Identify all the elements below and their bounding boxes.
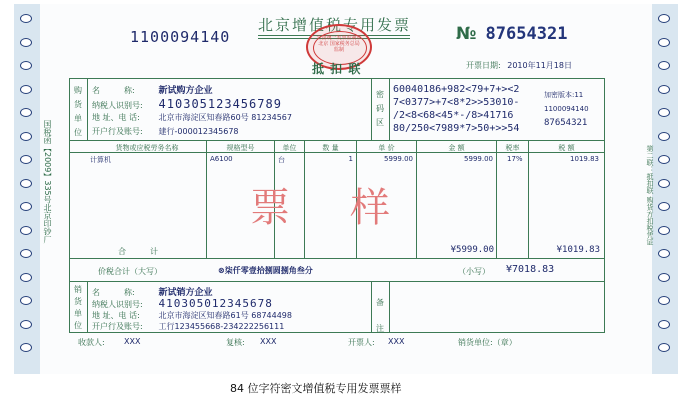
drawer-label: 开票人: — [348, 338, 375, 347]
seller-address-label: 地 址、电 话: — [92, 311, 140, 320]
header-unit: 单位 — [282, 144, 297, 152]
frame-bottom — [69, 332, 605, 333]
buyer-taxid: 410305123456789 — [158, 97, 282, 111]
perforation-hole — [20, 202, 32, 211]
frame-right — [604, 78, 605, 333]
footer-row — [78, 337, 598, 349]
perforation-hole — [20, 249, 32, 258]
buyer-bank-label: 开户行及账号: — [92, 127, 143, 136]
cipher-line: 60040186+982<79+7+><2 — [393, 84, 520, 95]
total-uppercase: ⊗柒仟零壹拾捌圆捌角叁分 — [218, 266, 313, 275]
perforation-hole — [20, 320, 32, 329]
cipher-lines — [393, 83, 519, 135]
items-bottom — [69, 258, 605, 259]
perforation-hole — [20, 61, 32, 70]
payee-label: 收款人: — [78, 338, 105, 347]
table-row — [70, 155, 604, 165]
perforation-hole — [20, 108, 32, 117]
perforation-hole — [20, 155, 32, 164]
seller-bank-label: 开户行及账号: — [92, 322, 143, 331]
perforation-hole — [658, 179, 670, 188]
perforation-hole — [658, 226, 670, 235]
perforation-hole — [658, 296, 670, 305]
seller-name: 新试销方企业 — [158, 288, 213, 298]
frame-left — [69, 78, 70, 333]
cipher-label-divider — [389, 78, 390, 140]
drawer: XXX — [388, 337, 405, 346]
perforation-hole — [658, 320, 670, 329]
perforation-hole — [20, 343, 32, 352]
total-label: 价税合计（大写） — [98, 267, 162, 276]
cipher-invoice-number: 87654321 — [544, 118, 588, 128]
seller-name-label: 名 称: — [92, 288, 135, 297]
reviewer-label: 复核: — [226, 338, 245, 347]
remarks-label: 备注 — [376, 298, 384, 333]
seller-address: 北京市海淀区知春路61号 68744498 — [158, 311, 292, 320]
number-prefix: № — [456, 24, 477, 44]
buyer-taxid-row — [92, 97, 282, 111]
perforation-hole — [658, 273, 670, 282]
buyer-address-label: 地 址、电 话: — [92, 113, 140, 122]
header-goods-name: 货物或应税劳务名称 — [115, 144, 179, 152]
buyer-name-label: 名 称: — [92, 86, 135, 95]
header-qty: 数 量 — [322, 144, 339, 152]
header-rate: 税率 — [505, 144, 520, 152]
encryption-version: 加密版本:11 — [544, 91, 584, 99]
right-vertical-text: 第二联：抵扣联 购货方扣税凭证 — [646, 145, 654, 246]
payee: XXX — [124, 337, 141, 346]
perforation-hole — [658, 249, 670, 258]
cipher-line: 7<0377>+7<8*2>>53010- — [393, 97, 520, 108]
perforation-hole — [658, 38, 670, 47]
sample-watermark: 票 样 — [250, 185, 400, 231]
left-perforation-strip — [14, 4, 40, 374]
right-perforation-strip — [652, 4, 678, 374]
issue-date-row — [466, 60, 572, 71]
issue-date-label: 开票日期: — [466, 61, 501, 70]
total-bottom — [69, 281, 605, 282]
seller-bank: 工行123455668-234222256111 — [158, 322, 285, 331]
buyer-address-row — [92, 112, 292, 123]
subtotal-label: 合 计 — [118, 247, 158, 256]
perforation-hole — [658, 202, 670, 211]
seller-taxid-row — [92, 297, 273, 310]
invoice-code: 1100094140 — [130, 28, 231, 46]
perforation-hole — [20, 296, 32, 305]
remarks-label-divider — [389, 281, 390, 333]
header-spec: 规格型号 — [226, 144, 255, 152]
buyer-bank-row — [92, 126, 239, 137]
perforation-hole — [20, 132, 32, 141]
buyer-taxid-label: 纳税人识别号: — [92, 101, 143, 110]
caption: 84 位字符密文增值税专用发票票样 — [230, 382, 402, 395]
subtotal-amount: ¥5999.00 — [450, 245, 494, 255]
perforation-hole — [658, 61, 670, 70]
cipher-meta — [544, 88, 589, 130]
invoice-number: 87654321 — [485, 24, 568, 44]
perforation-hole — [658, 343, 670, 352]
frame-top — [69, 78, 605, 79]
buyer-address: 北京市海淀区知春路60号 81234567 — [158, 113, 292, 122]
item-tax: 1019.83 — [570, 155, 599, 163]
cipher-label: 密码区 — [376, 90, 384, 127]
item-name: 计算机 — [90, 156, 111, 164]
header-price: 单 价 — [378, 144, 395, 152]
cipher-left-divider — [371, 78, 372, 140]
header-amount: 金 额 — [448, 144, 465, 152]
cipher-line: /2<8<68<45*-/8>41716 — [393, 110, 514, 121]
buyer-section-label: 购货单位 — [74, 86, 82, 137]
item-qty: 1 — [348, 155, 353, 163]
item-unit: 台 — [278, 156, 285, 164]
header-tax: 税 额 — [558, 144, 575, 152]
perforation-hole — [20, 226, 32, 235]
cipher-line: 80/250<7989*7>50+>>54 — [393, 123, 520, 134]
item-rate: 17% — [507, 155, 523, 163]
item-amount: 5999.00 — [464, 155, 493, 163]
total-small-value: ¥7018.83 — [506, 264, 555, 275]
copy-name: 抵 扣 联 — [312, 62, 362, 76]
perforation-hole — [20, 85, 32, 94]
left-vertical-text: 国税函【2009】335号北京印钞厂 — [43, 120, 52, 244]
subtotal-tax: ¥1019.83 — [556, 245, 600, 255]
item-price: 5999.00 — [384, 155, 413, 163]
item-spec: A6100 — [210, 155, 233, 163]
perforation-hole — [20, 14, 32, 23]
seller-taxid: 410305012345678 — [158, 297, 273, 310]
buyer-section-bottom — [69, 140, 605, 141]
perforation-hole — [20, 273, 32, 282]
perforation-hole — [658, 108, 670, 117]
perforation-hole — [658, 14, 670, 23]
invoice-title: 北京增值税专用发票 — [258, 16, 412, 34]
seller-seal-label: 销货单位:（章） — [458, 338, 517, 347]
remarks-left-divider — [371, 281, 372, 333]
reviewer: XXX — [260, 337, 277, 346]
invoice-number-row — [456, 24, 567, 44]
perforation-hole — [658, 132, 670, 141]
seller-label-divider — [87, 281, 88, 333]
cipher-invoice-code: 1100094140 — [544, 105, 589, 113]
seal-text: 全国统一发票监制章 北京 国家税务总局监制 — [316, 35, 362, 53]
seller-section-label: 销货单位 — [74, 285, 82, 330]
issue-date: 2010年11月18日 — [507, 61, 572, 70]
perforation-hole — [20, 38, 32, 47]
perforation-hole — [658, 85, 670, 94]
buyer-label-divider — [87, 78, 88, 140]
seller-taxid-label: 纳税人识别号: — [92, 300, 143, 309]
total-small-label: （小写） — [458, 267, 490, 276]
buyer-bank: 建行-000012345678 — [158, 127, 239, 136]
seller-address-row — [92, 310, 292, 321]
perforation-hole — [658, 155, 670, 164]
buyer-name: 新试购方企业 — [158, 86, 213, 96]
perforation-hole — [20, 179, 32, 188]
buyer-name-row — [92, 83, 213, 96]
seller-bank-row — [92, 321, 284, 332]
